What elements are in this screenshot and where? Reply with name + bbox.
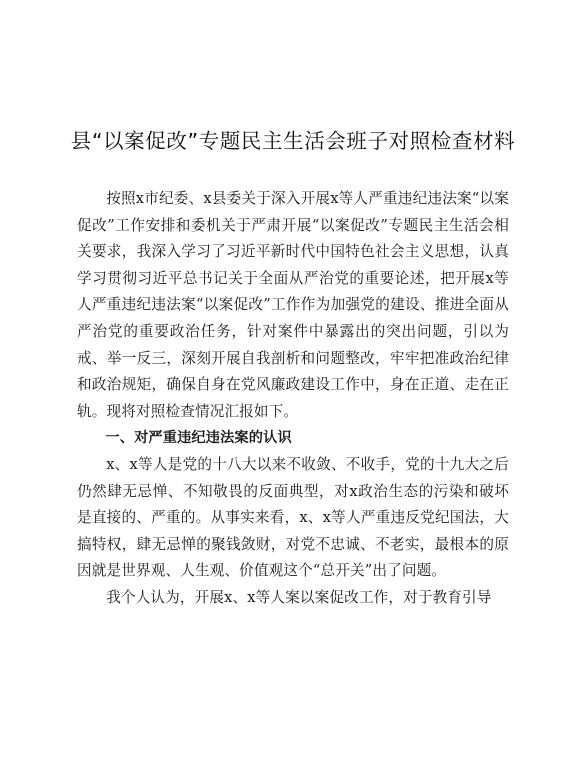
section-paragraph: x、x等人是党的十八大以来不收敛、不收手，党的十九大之后仍然肆无忌惮、不知敬畏的反面典型，对x政治生态的污染和破坏是直接的、严重的。从事实来看，x、x等人严重违反党纪国法，大搞特权，肆无忌惮的聚钱敛财，对党不忠诚、不老实，最根本的原因就是世界观、人生观、价值观这个“总开关”出了问题。: [77, 455, 509, 580]
section-heading: 一、对严重违纪违法案的认识: [105, 430, 292, 447]
intro-paragraph: 按照x市纪委、x县委关于深入开展x等人严重违纪违法案“以案促改”工作安排和委机关于严肃开展“以案促改”专题民主生活会相关要求，我深入学习了习近平新时代中国特色社会主义思想，认真学习贯彻习近平总书记关于全面从严治党的重要论述，把开展x等人严重违纪违法案“以案促改”工作作为加强党的建设、推进全面从严治党的重要政治任务，针对案件中暴露出的突出问题，引以为戒、举一反三，深刻开展自我剖析和问题整改，牢牢把准政治纪律和政治规矩，确保自身在党风廉政建设工作中，身在正道、走在正轨。现将对照检查情况汇报如下。: [77, 190, 509, 420]
document-title: 县“以案促改”专题民主生活会班子对照检查材料: [70, 129, 516, 153]
document-body: [77, 186, 509, 612]
section-paragraph: 我个人认为，开展x、x等人案以案促改工作，对于教育引导: [106, 588, 492, 606]
